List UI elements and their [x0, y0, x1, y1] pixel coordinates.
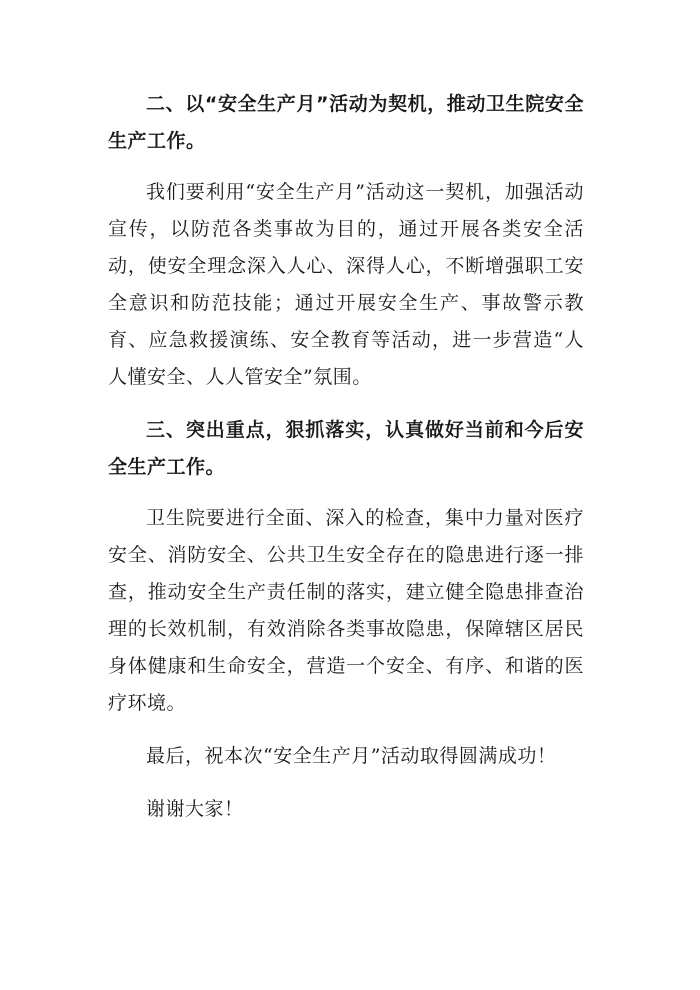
- section-2-paragraph: 我们要利用“安全生产月”活动这一契机，加强活动宣传，以防范各类事故为目的，通过开展各类安全活动，使安全理念深入人心、深得人心，不断增强职工安全意识和防范技能；通过开展安全生产、事故警示教育、应急救援演练、安全教育等活动，进一步营造“人人懂安全、人人管安全”氛围。: [108, 181, 584, 388]
- section-3-paragraph: 卫生院要进行全面、深入的检查，集中力量对医疗安全、消防安全、公共卫生安全存在的隐患进行逐一排查，推动安全生产责任制的落实，建立健全隐患排查治理的长效机制，有效消除各类事故隐患，保障辖区居民身体健康和生命安全，营造一个安全、有序、和谐的医疗环境。: [108, 507, 584, 714]
- thanks-paragraph: 谢谢大家！: [146, 798, 244, 820]
- document-body: [108, 86, 584, 828]
- section-2-heading: 二、以“安全生产月”活动为契机，推动卫生院安全生产工作。: [108, 93, 584, 152]
- section-3-heading: 三、突出重点，狠抓落实，认真做好当前和今后安全生产工作。: [108, 419, 584, 478]
- closing-paragraph: 最后，祝本次“安全生产月”活动取得圆满成功！: [146, 745, 557, 767]
